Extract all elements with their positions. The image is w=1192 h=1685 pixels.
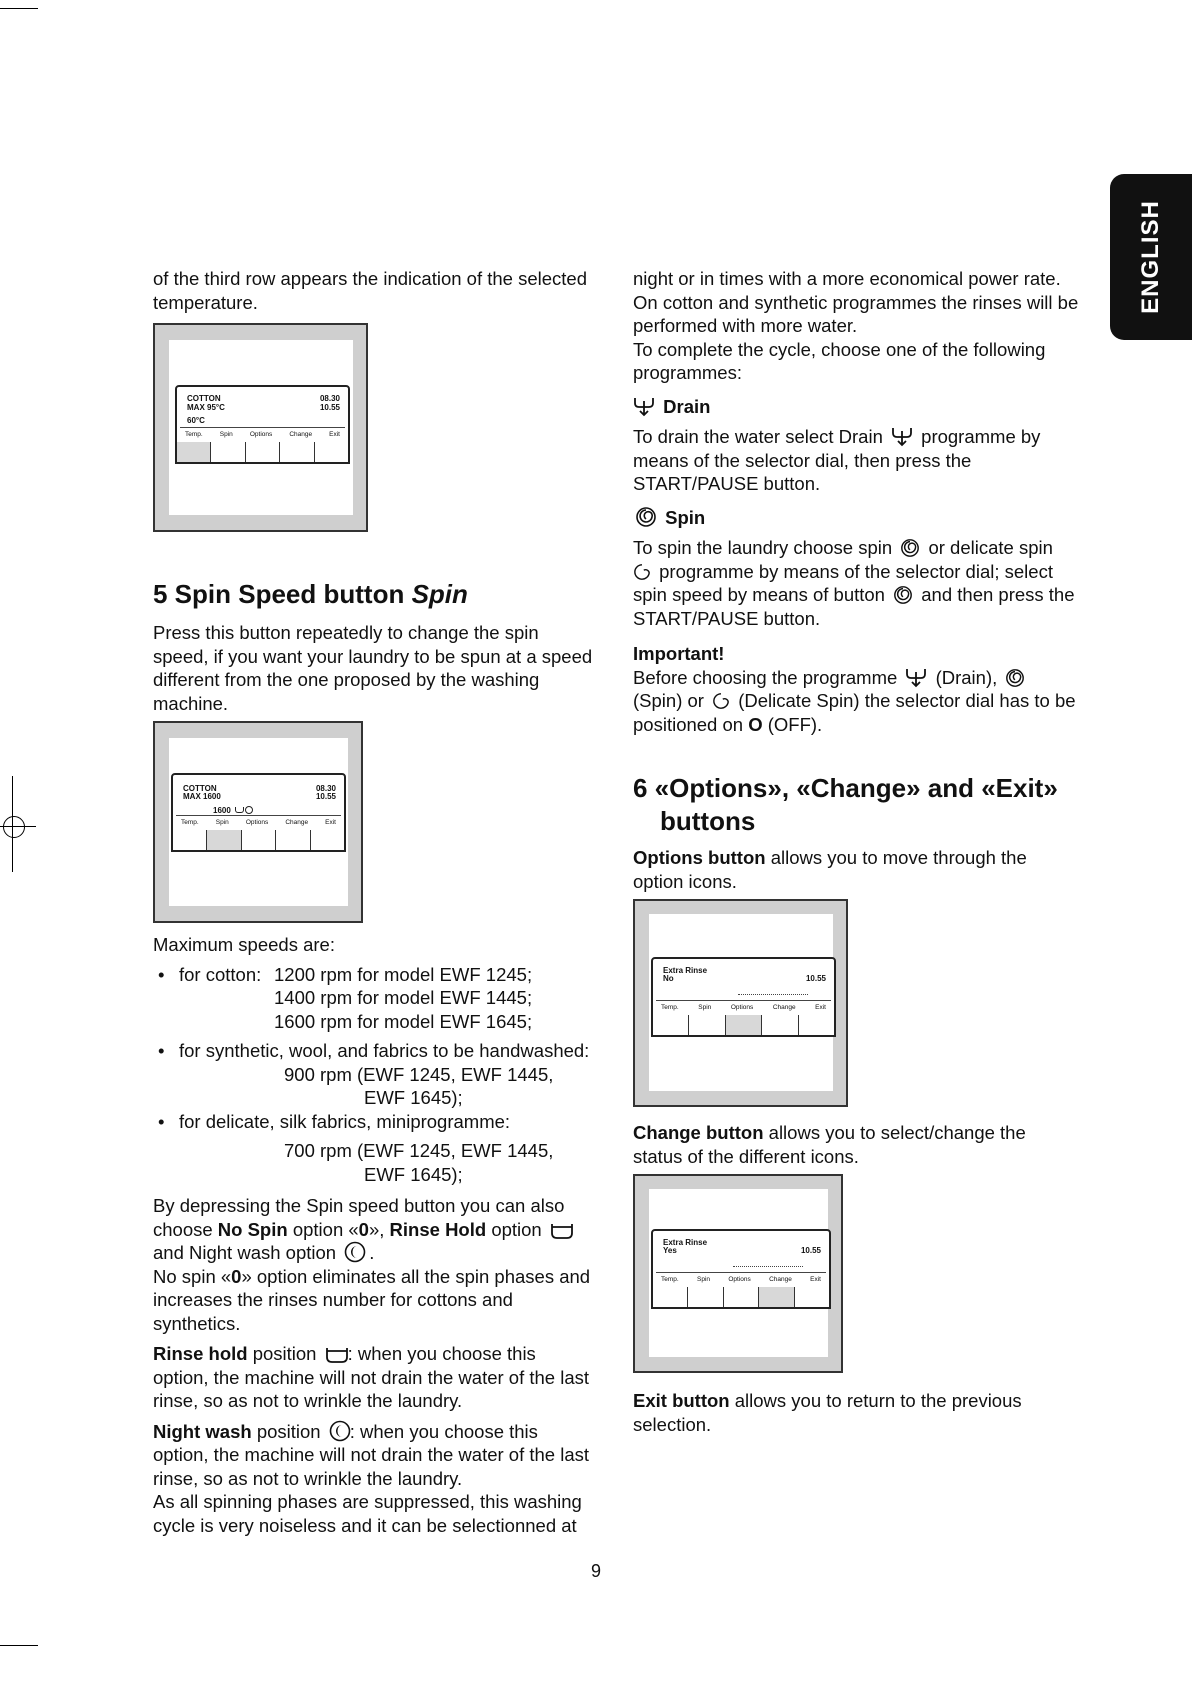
lcd-label-change: Change [769, 1276, 792, 1283]
delicate-spin-icon [712, 691, 730, 711]
night-wash-icon [245, 806, 253, 814]
options-text: Options button allows you to move through the option icons. [633, 847, 1027, 892]
crop-mark [0, 1645, 38, 1646]
display-illustration-options [633, 899, 848, 1107]
lcd-label-temp: Temp. [181, 819, 199, 826]
complete-text: To complete the cycle, choose one of the following programmes: [633, 338, 1046, 383]
lcd-line3: 60°C [187, 416, 205, 425]
night-wash-icon [344, 1241, 366, 1263]
spin-text: To spin the laundry choose spin or delicate spin programme by means of the selector dial; select spin speed by means of button and then press the START/PAUSE button. [633, 537, 1075, 629]
lcd-time1: 08.30 [315, 784, 336, 793]
lcd-line1: Extra Rinse [663, 1238, 708, 1247]
spin-icon [1005, 668, 1025, 688]
lcd-label-options: Options [728, 1276, 751, 1283]
section5-para1: Press this button repeatedly to change the spin speed, if you want your laundry to be spun at a speed different from the one proposed by the washing machine. [153, 622, 593, 714]
display-illustration-spin [153, 721, 363, 923]
lcd-line2: MAX 1600 [183, 792, 221, 801]
important-text: Before choosing the programme (Drain), (Spin) or (Delicate Spin) the selector dial has to be positioned on O (OFF). [633, 666, 1076, 735]
depress-text: By depressing the Spin speed button you can also choose No Spin option «0», Rinse Hold option and Night wash option . No spin «0» option eliminates all the spin phases and increases the rinses number for cottons and synthetics. [153, 1195, 591, 1334]
lcd-time1: 08.30 [319, 394, 340, 403]
spin-heading: Spin [633, 506, 1080, 530]
rinse-hold-icon [550, 1222, 574, 1240]
bullet-cotton: • for cotton: 1200 rpm for model EWF 1245; 1400 rpm for model EWF 1445; 1600 rpm for model EWF 1645; [153, 963, 593, 1034]
language-tab-label: ENGLISH [1137, 200, 1164, 314]
drain-icon [905, 666, 927, 688]
display-illustration-change [633, 1174, 843, 1373]
option-icons-row [733, 1258, 803, 1267]
exit-text: Exit button allows you to return to the previous selection. [633, 1390, 1022, 1435]
lcd-label-spin: Spin [697, 1276, 711, 1283]
bullet-delicate: • for delicate, silk fabrics, miniprogramme: 700 rpm (EWF 1245, EWF 1445, EWF 1645); [153, 1110, 593, 1187]
lcd-time2: 10.55 [800, 1246, 821, 1255]
lcd-label-options: Options [249, 431, 273, 438]
lcd-label-options: Options [245, 819, 269, 826]
registration-circle [3, 816, 25, 838]
night-wash-text: Night wash position : when you choose this option, the machine will not drain the water of the last rinse, so as not to wrinkle the laundry. As all spinning phases are suppressed, this washing cycle is very noiseless and it can be selectionned at [153, 1420, 590, 1536]
language-tab [1110, 174, 1192, 340]
drain-icon [633, 395, 655, 417]
lcd-label-options: Options [730, 1004, 754, 1011]
lcd-label-temp: Temp. [661, 1004, 679, 1011]
lcd-label-change: Change [289, 431, 313, 438]
lcd-label-spin: Spin [215, 819, 229, 826]
lcd-label-spin: Spin [219, 431, 233, 438]
option-icons-row [738, 986, 808, 995]
left-column [153, 267, 593, 1537]
section5-title: 5 Spin Speed button Spin [153, 579, 468, 609]
lcd-time2: 10.55 [319, 403, 340, 412]
intro-text: of the third row appears the indication of the selected temperature. [153, 268, 587, 313]
important-heading: Important! [633, 643, 725, 664]
night-wash-icon [329, 1420, 351, 1442]
continued-text: night or in times with a more economical power rate. On cotton and synthetic programmes the rinses will be performed with more water. [633, 268, 1079, 336]
lcd-time2: 10.55 [315, 792, 336, 801]
drain-text: To drain the water select Drain programme by means of the selector dial, then press the START/PAUSE button. [633, 426, 1041, 494]
rinse-hold-icon [235, 807, 244, 813]
lcd-line2: No [663, 974, 674, 983]
drain-heading: Drain [633, 395, 1080, 419]
rinse-hold-icon [325, 1346, 349, 1364]
lcd-label-exit: Exit [329, 431, 340, 438]
lcd-line1: Extra Rinse [663, 966, 708, 975]
rinse-hold-text: Rinse hold position : when you choose this option, the machine will not drain the water of the last rinse, so as not to wrinkle the laundry. [153, 1343, 590, 1411]
crop-mark [0, 8, 38, 9]
lcd-label-change: Change [772, 1004, 796, 1011]
section6-title: 6 «Options», «Change» and «Exit» buttons [633, 773, 1058, 836]
lcd-label-exit: Exit [815, 1004, 826, 1011]
lcd-line3: 1600 [213, 806, 231, 815]
lcd-label-change: Change [285, 819, 309, 826]
lcd-label-temp: Temp. [185, 431, 203, 438]
lcd-line1: COTTON [183, 784, 217, 793]
lcd-label-temp: Temp. [661, 1276, 679, 1283]
page-number: 9 [590, 1561, 601, 1581]
lcd-label-spin: Spin [698, 1004, 712, 1011]
lcd-time2: 10.55 [805, 974, 826, 983]
lcd-line2: Yes [663, 1246, 677, 1255]
max-speeds-label: Maximum speeds are: [153, 934, 335, 955]
display-illustration-temp [153, 323, 368, 532]
spin-icon [635, 506, 657, 528]
right-column [633, 267, 1080, 1436]
change-text: Change button allows you to select/change the status of the different icons. [633, 1122, 1026, 1167]
spin-icon [900, 538, 920, 558]
lcd-line2: MAX 95°C [187, 403, 225, 412]
lcd-line1: COTTON [187, 394, 221, 403]
lcd-label-exit: Exit [810, 1276, 821, 1283]
drain-icon [891, 425, 913, 447]
bullet-synthetic: • for synthetic, wool, and fabrics to be handwashed: 900 rpm (EWF 1245, EWF 1445, EWF 1645); [153, 1039, 593, 1110]
delicate-spin-icon [633, 562, 651, 582]
lcd-label-exit: Exit [325, 819, 336, 826]
spin-icon [893, 585, 913, 605]
